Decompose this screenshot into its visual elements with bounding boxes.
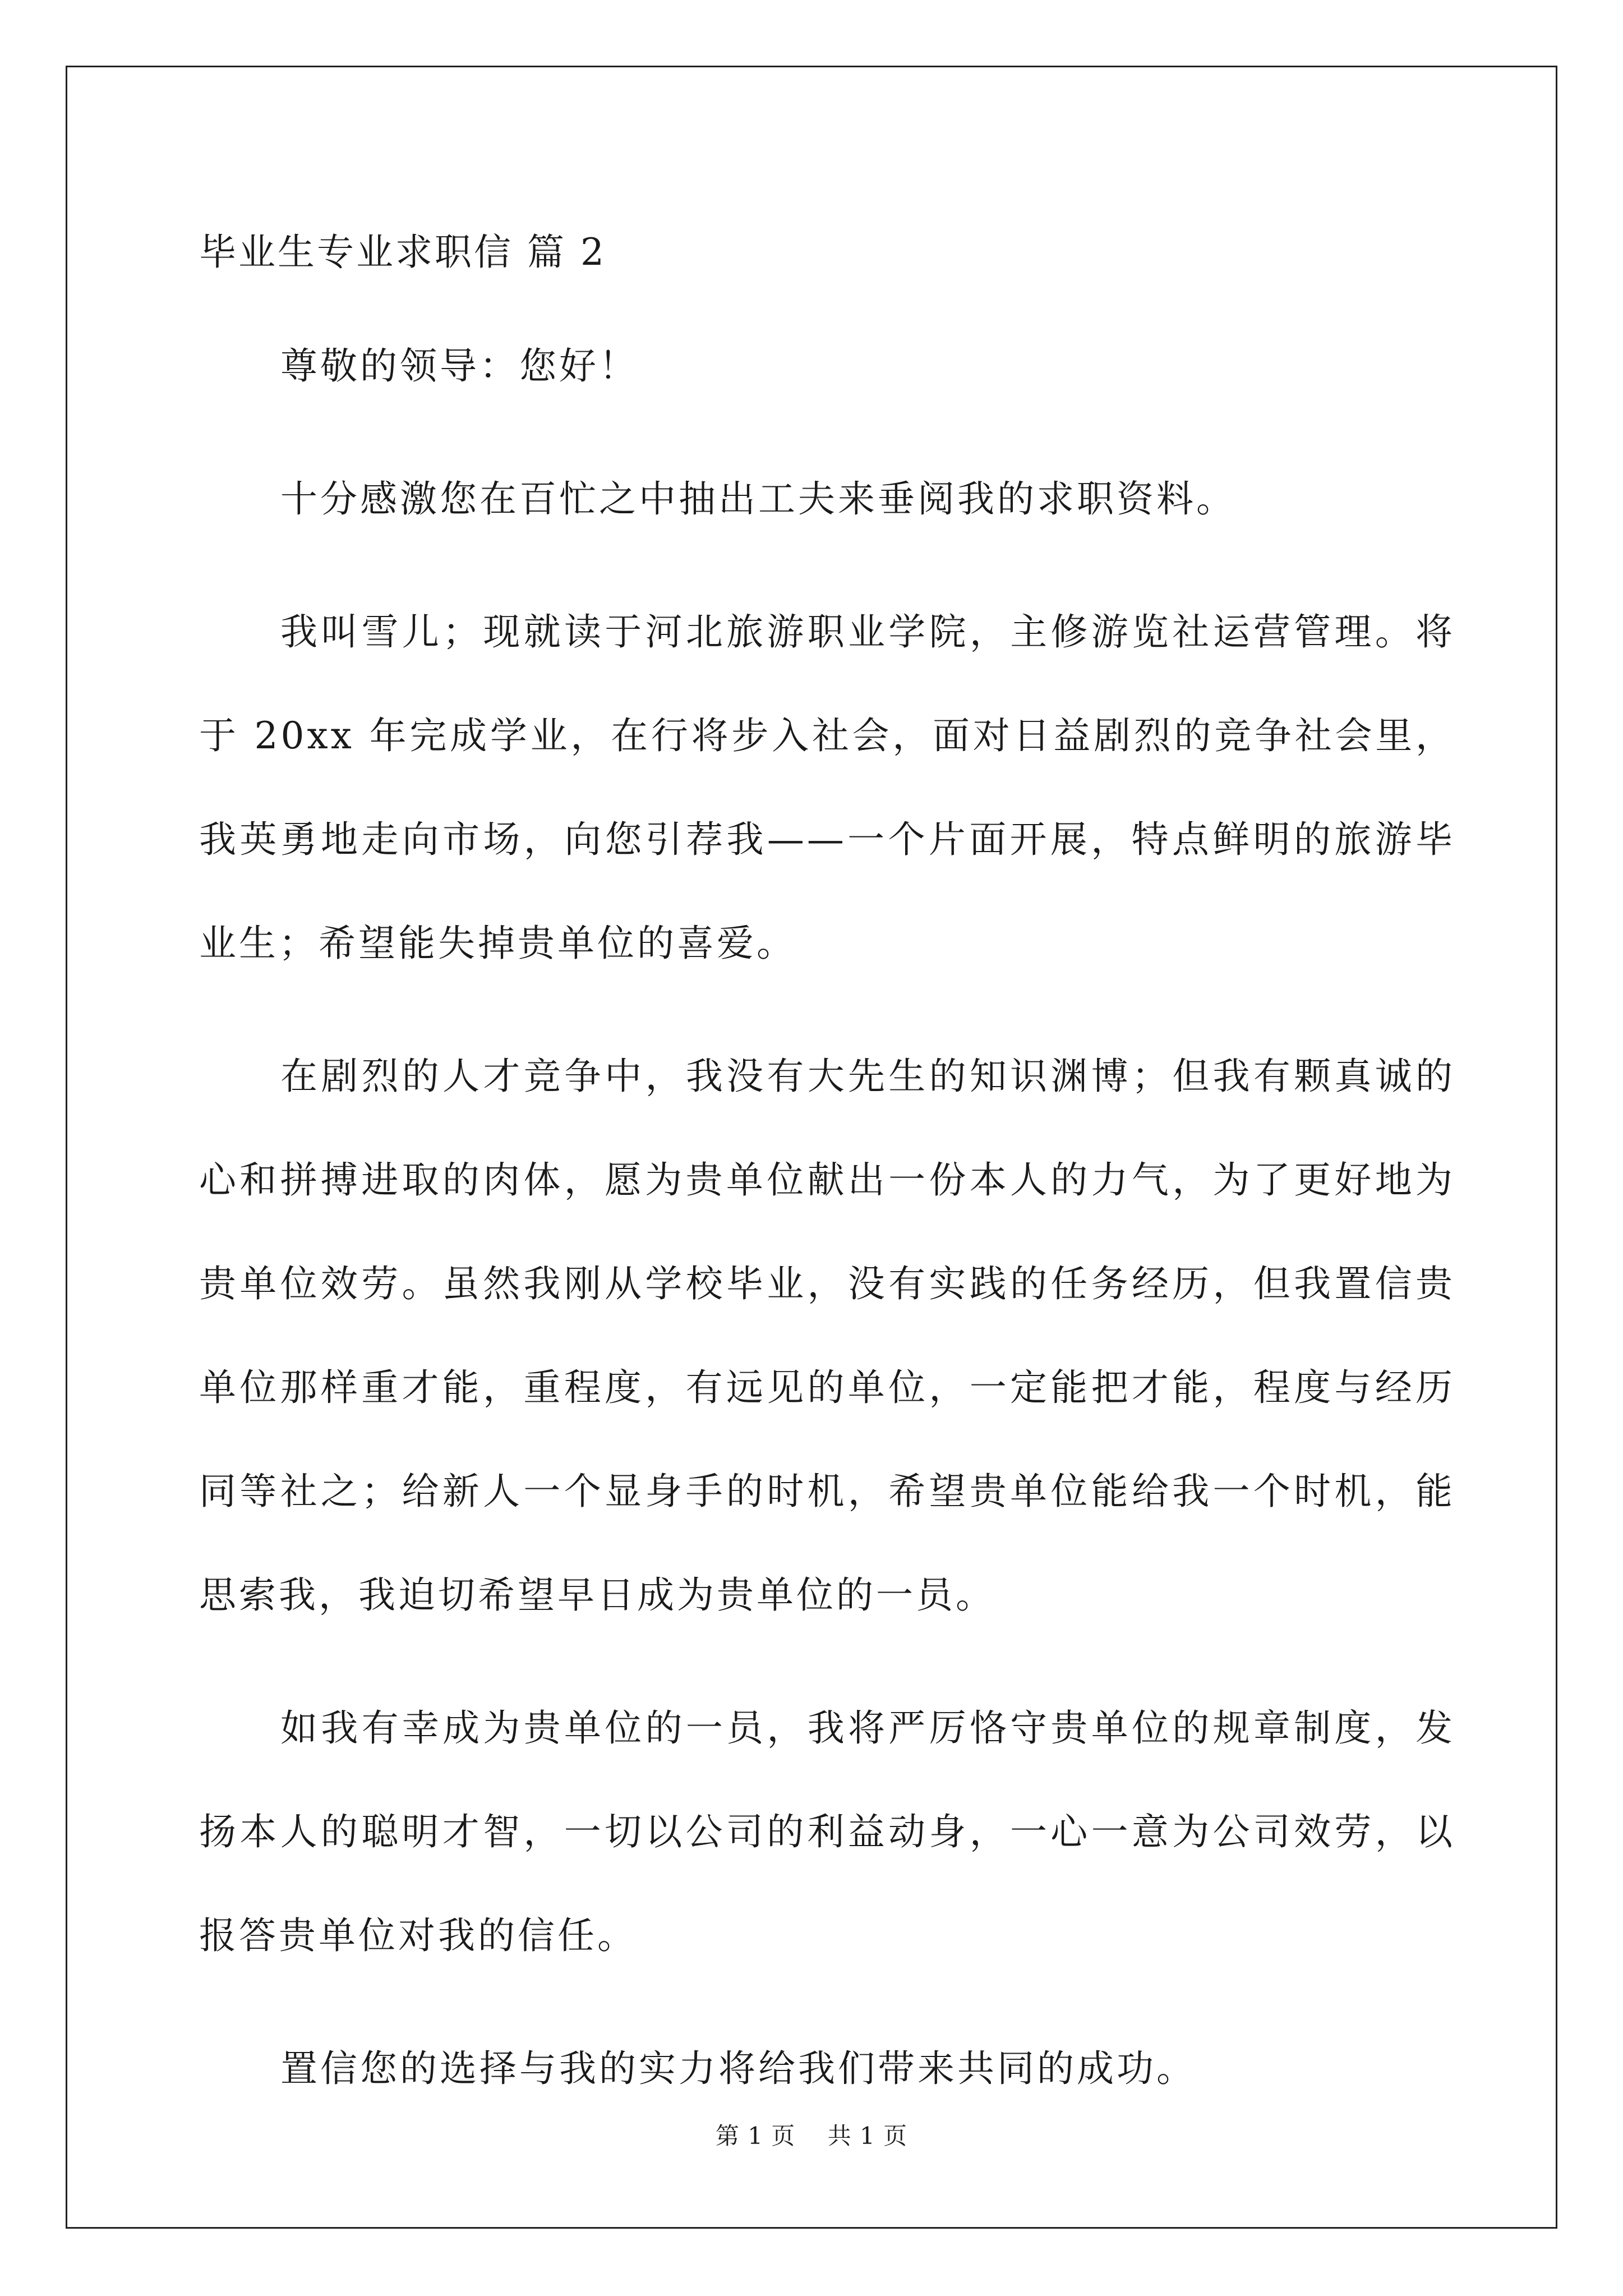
- paragraph-salutation: 尊敬的领导：您好！: [280, 344, 639, 388]
- page-number: 第 1 页 共 1 页: [715, 2122, 908, 2150]
- document-title: 毕业生专业求职信 篇 2: [199, 231, 606, 274]
- paragraph-introduction: 我叫雪儿；现就读于河北旅游职业学院，主修游览社运营管理。将于 20xx 年完成学业，在行将步入社会，面对日益剧烈的竞争社会里，我英勇地走向市场，向您引荐我——一个片面开展，特点鲜明的旅游毕业生；希望能失掉贵单位的喜爱。: [199, 610, 1455, 965]
- paragraph-motivation: 在剧烈的人才竞争中，我没有大先生的知识渊博；但我有颗真诚的心和拼搏进取的肉体，愿为贵单位献出一份本人的力气，为了更好地为贵单位效劳。虽然我刚从学校毕业，没有实践的任务经历，但我置信贵单位那样重才能，重程度，有远见的单位，一定能把才能，程度与经历同等社之；给新人一个显身手的时机，希望贵单位能给我一个时机，能思索我，我迫切希望早日成为贵单位的一员。: [199, 1055, 1455, 1617]
- paragraph-closing: 置信您的选择与我的实力将给我们带来共同的成功。: [280, 2047, 1196, 2090]
- paragraph-thanks: 十分感激您在百忙之中抽出工夫来垂阅我的求职资料。: [280, 477, 1236, 521]
- document-body: [199, 213, 1455, 2120]
- paragraph-commitment: 如我有幸成为贵单位的一员，我将严厉恪守贵单位的规章制度，发扬本人的聪明才智，一切以公司的利益动身，一心一意为公司效劳，以报答贵单位对我的信任。: [199, 1706, 1455, 1957]
